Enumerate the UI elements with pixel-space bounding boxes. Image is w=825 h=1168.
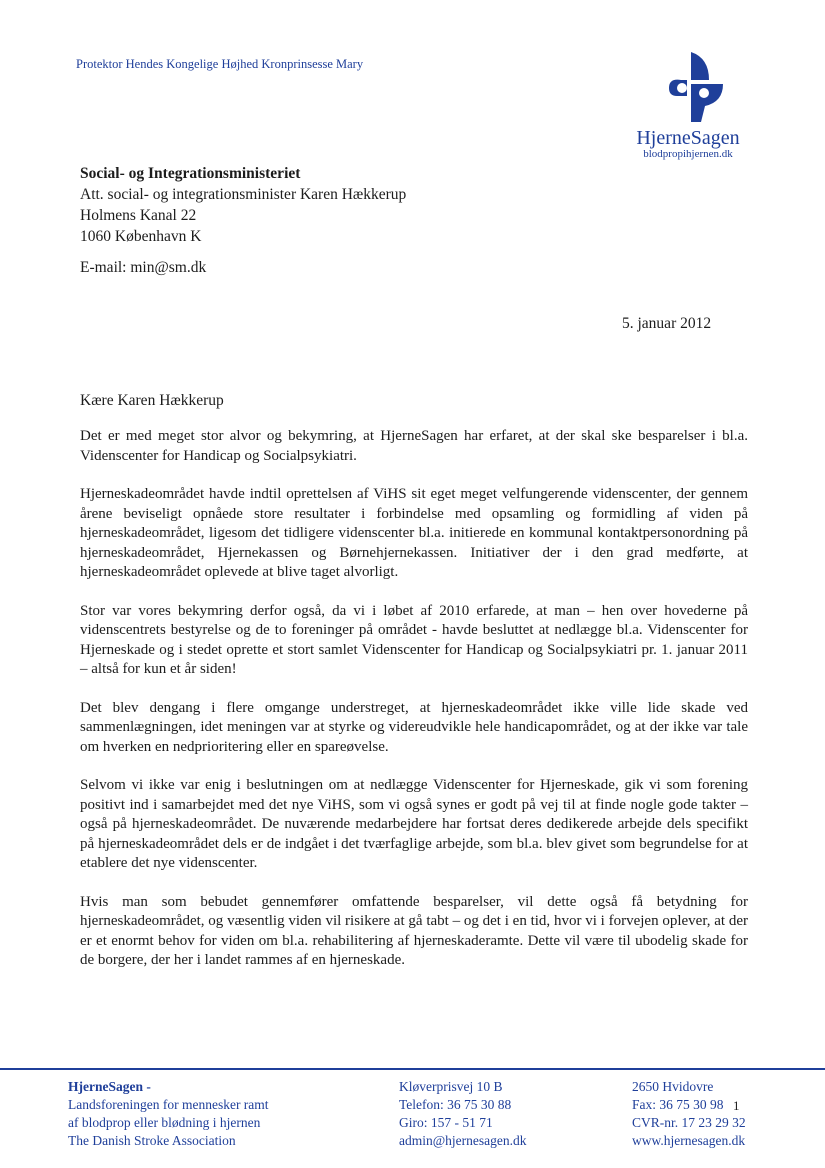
recipient-email: E-mail: min@sm.dk — [80, 259, 207, 276]
recipient-address — [80, 163, 406, 247]
recipient-att: Att. social- og integrationsminister Karen Hækkerup — [80, 186, 407, 203]
footer-fax: Fax: 36 75 30 98 — [632, 1097, 724, 1112]
brain-logo-icon — [651, 50, 725, 124]
footer-street: Kløverprisvej 10 B — [399, 1079, 503, 1094]
footer-cvr: CVR-nr. 17 23 29 32 — [632, 1115, 746, 1130]
recipient-city: 1060 København K — [80, 228, 202, 245]
footer-organization — [68, 1078, 269, 1150]
salutation: Kære Karen Hækkerup — [80, 392, 224, 409]
hjernesagen-logo — [618, 50, 758, 161]
paragraph: Det blev dengang i flere omgange understreget, at hjerneskadeområdet ikke ville lide skade ved sammenlægningen, idet meningen var at styrke og videreudvikle hele handicapområdet, og at der ikke var tale om hverken en nedprioritering eller en spareøvelse. — [80, 699, 748, 755]
footer-giro: Giro: 157 - 51 71 — [399, 1115, 493, 1130]
footer-email: admin@hjernesagen.dk — [399, 1133, 527, 1148]
footer-line: Landsforeningen for mennesker ramt — [68, 1097, 269, 1112]
paragraph: Det er med meget stor alvor og bekymring, at HjerneSagen har erfaret, at der skal ske besparelser i bl.a. Videnscenter for Handicap og Socialpsykiatri. — [80, 428, 748, 464]
footer-website: www.hjernesagen.dk — [632, 1133, 746, 1148]
protector-line: Protektor Hendes Kongelige Højhed Kronprinsesse Mary — [76, 57, 364, 71]
footer-line: The Danish Stroke Association — [68, 1133, 236, 1148]
footer-contact — [399, 1078, 527, 1150]
recipient-street: Holmens Kanal 22 — [80, 207, 197, 224]
logo-url: blodpropihjernen.dk — [643, 148, 733, 160]
recipient-org: Social- og Integrationsministeriet — [80, 165, 301, 182]
footer-line: af blodprop eller blødning i hjernen — [68, 1115, 261, 1130]
paragraph: Hvis man som bebudet gennemfører omfattende besparelser, vil dette også få betydning for hjerneskadeområdet, og væsentlig viden vil risikere at gå tabt – og det i en tid, hvor vi i forvejen oplever, at der er et enormt behov for viden om bl.a. rehabilitering af hjerneskaderamte. Dette vil være til ubodelig skade for de borgere, der her i landet rammes af en hjerneskade. — [80, 893, 748, 968]
footer-phone: Telefon: 36 75 30 88 — [399, 1097, 512, 1112]
logo-name: HjerneSagen — [636, 127, 740, 149]
letter-date: 5. januar 2012 — [622, 315, 712, 332]
letter-body — [80, 427, 748, 990]
footer-org-name: HjerneSagen - — [68, 1079, 151, 1094]
footer-details — [632, 1078, 746, 1150]
paragraph: Hjerneskadeområdet havde indtil oprettelsen af ViHS sit eget meget velfungerende videnscenter, der gennem årene beviseligt opnåede store resultater i forbindelse med opsamling og formidling af viden på hjerneskadeområdet, ligesom det tidligere videnscenter bl.a. initierede en kommunal kontaktpersonordning på hjerneskadeområdet, Hjernekassen og Børnehjernekassen. Initiativer der i den grad medførte, at hjerneskadeområdet oplevede at blive taget alvorligt. — [80, 486, 748, 580]
page-number: 1 — [733, 1098, 740, 1113]
footer-divider — [0, 1068, 825, 1070]
footer-city: 2650 Hvidovre — [632, 1079, 714, 1094]
paragraph: Selvom vi ikke var enig i beslutningen om at nedlægge Videnscenter for Hjerneskade, gik vi som forening positivt ind i samarbejdet med det nye ViHS, som vi også synes er godt på vej til at finde nogle gode takter – også på hjerneskadeområdet. De nuværende medarbejdere har fortsat deres dedikerede arbejde dels specifikt på hjerneskadeområdet dels er de indgået i det tværfaglige arbejde, som bl.a. blev givet som begrundelse for at etablere det nye videnscenter. — [80, 777, 748, 871]
paragraph: Stor var vores bekymring derfor også, da vi i løbet af 2010 erfarede, at man – hen over hovederne på videnscentrets bestyrelse og de to foreninger på området - havde besluttet at nedlægge bl.a. Videnscenter for Hjerneskade og i stedet oprette et stort samlet Videnscenter for Handicap og Socialpsykiatri pr. 1. januar 2011 – altså for kun et år siden! — [80, 602, 748, 677]
